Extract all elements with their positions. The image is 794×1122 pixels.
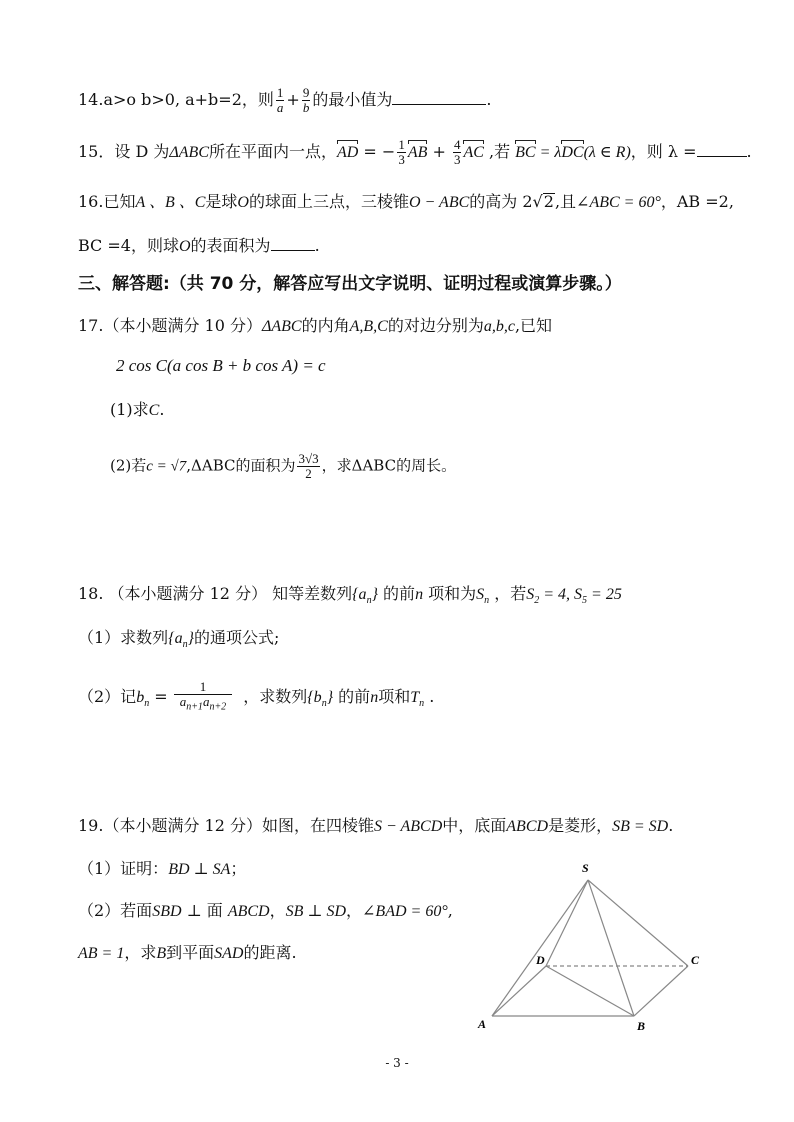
q17-desc2: 的对边分别为 (387, 316, 484, 335)
q15-vec-ad: AD (337, 144, 359, 161)
q14-answer-blank (392, 90, 486, 105)
q18-sn-s: S (476, 586, 485, 603)
q16-text-e: ,且 (554, 192, 577, 211)
q18-part1-text: （1）求数列 (78, 628, 169, 647)
q14-plus: + (286, 90, 300, 109)
edge-db (546, 966, 634, 1016)
q18-bn-eq: = (149, 686, 168, 706)
q16-points: A 、B 、C (135, 194, 206, 211)
q18-bn-b: b (136, 688, 145, 706)
question-16-line-2 (78, 236, 320, 255)
q18-part2-b: ，求数列 (238, 686, 308, 706)
q18-den-s1: n+1 (186, 701, 203, 713)
q18-bn2-close: } (326, 688, 334, 706)
edge-ad (492, 966, 546, 1016)
q19-pyramid: S − ABCD (373, 818, 443, 835)
q18-title: 18. （本小题满分 12 分） 知等差数列 (78, 584, 353, 603)
q18-condition (526, 586, 622, 607)
q18-desc2: 项和为 (423, 584, 477, 603)
q15-vec-ab: AB (407, 144, 428, 161)
q19-part2-text: （2）若面 (78, 901, 153, 920)
q18-bn2 (307, 688, 334, 709)
q18-tn-t: T (410, 688, 420, 706)
q19-text-c: 的距离. (243, 943, 297, 962)
q18-frac-den (174, 694, 233, 715)
q18-cond-sub1: 2 (534, 595, 540, 607)
q18-sn (476, 586, 490, 607)
q16-pyramid: O − ABC (408, 194, 470, 211)
q15-f1-num: 1 (398, 137, 405, 152)
q16-text-h: 的表面积为 (190, 236, 271, 255)
q15-condition: (λ ∈ R) (583, 144, 631, 161)
q17-part1-text: (1)求 (110, 400, 149, 419)
q18-an (352, 586, 378, 607)
q16-text-a: 16.已知 (78, 192, 136, 211)
q18-bn-sub: n (144, 697, 150, 709)
page-number: - 3 - (385, 1056, 409, 1070)
q15-end: . (746, 142, 752, 161)
q16-sphere-o: O (237, 194, 249, 211)
q15-vec-dc: DC (561, 144, 584, 161)
q16-text-g: BC =4，则球 (78, 236, 179, 255)
label-c: C (691, 953, 700, 967)
q18-desc3: ，若 (489, 584, 527, 603)
q16-sqrt-value: 2 (543, 192, 554, 211)
edge-sa (492, 880, 588, 1016)
q17-triangle: ΔABC (261, 318, 302, 335)
q15-triangle: ΔABC (169, 144, 209, 161)
q19-ab-eq: AB = 1 (78, 945, 125, 962)
q17-desc3: ,已知 (514, 316, 553, 335)
q18-an-sub: n (366, 595, 372, 607)
q18-n: n (415, 586, 424, 603)
q18-bn (136, 688, 150, 709)
q19-condition: SB = SD (612, 818, 669, 835)
q19-part1-text: （1）证明： (78, 859, 169, 878)
q18-part2-text: （2）记 (78, 686, 137, 706)
q18-part2-end: . (424, 686, 435, 706)
q18-part-2 (78, 680, 434, 715)
q18-cond-eq1: = 4, S (539, 586, 583, 603)
q16-sphere-o2: O (178, 238, 191, 255)
q18-den-a2: a (202, 694, 210, 709)
q15-fraction-1 (397, 138, 406, 167)
q17-part1-end: . (159, 400, 165, 419)
q14-f2-den: b (302, 100, 310, 115)
q18-cond-s: S (526, 586, 535, 603)
q18-an-open: {a (352, 586, 367, 603)
q19-base: ABCD (506, 818, 549, 835)
q15-fraction-2 (453, 138, 462, 167)
question-19-title (78, 818, 673, 835)
q16-angle: ∠ABC = 60° (576, 194, 661, 211)
q18-bn2-open: {b (307, 688, 322, 706)
q18-part2-c: 的前 (333, 686, 371, 706)
q15-if: ,若 (483, 142, 516, 161)
q16-text-c: 的球面上三点，三棱锥 (248, 192, 409, 211)
q19-part1-eq: BD ⊥ SA (168, 861, 231, 878)
q18-den-s2: n+2 (209, 701, 227, 713)
q14-f2-num: 9 (302, 85, 310, 100)
q15-f2-den: 3 (453, 152, 461, 167)
q19-text-a: ，求 (124, 943, 157, 962)
question-14 (78, 86, 491, 115)
q19-end: . (668, 816, 674, 835)
q19-desc2: 是菱形， (548, 816, 613, 835)
q15-f2-num: 4 (453, 137, 461, 152)
q15-eq: = − (358, 142, 396, 161)
q18-part-1 (78, 630, 279, 650)
q19-desc: 中，底面 (442, 816, 507, 835)
q16-text-b: 是球 (205, 192, 238, 211)
label-a: A (478, 1017, 487, 1031)
q14-end: . (486, 90, 492, 109)
q18-tn (410, 688, 425, 709)
label-b: B (637, 1019, 646, 1033)
q18-bn2-sub: n (321, 697, 327, 709)
q18-tn-sub: n (419, 697, 425, 709)
q16-sqrt: √2 (532, 192, 554, 211)
q19-perp: ⊥ 面 (181, 901, 228, 920)
q14-text: 14.a>o b>0, a+b=2， (78, 90, 258, 109)
q18-desc: 的前 (377, 584, 416, 603)
q17-area-den: 2 (297, 466, 319, 481)
q19-comma-1: ， (269, 901, 286, 920)
q19-point-b: B (156, 945, 167, 962)
q17-part2-text: (2)若 (110, 456, 147, 475)
q17-vars: A,B,C (349, 318, 388, 335)
q17-part2-area-label: ,ΔABC的面积为 (186, 456, 296, 475)
q19-angle-bad: ∠BAD = 60° (362, 903, 448, 920)
pyramid-figure (474, 858, 714, 1038)
q18-part1-end: 的通项公式; (194, 628, 280, 647)
q15-text: 15．设 D 为 (78, 142, 170, 161)
q15-vec-bc: BC (515, 144, 536, 161)
q14-f1-den: a (276, 100, 284, 115)
q19-comma-3: , (447, 901, 453, 920)
q15-eq2: = λ (535, 144, 562, 161)
q18-frac-num: 1 (199, 679, 207, 694)
q14-fraction-2 (302, 86, 311, 115)
q17-vars2: a,b,c (483, 318, 515, 335)
q15-answer-blank (697, 142, 747, 157)
q15-vec-ac: AC (463, 144, 484, 161)
q16-answer-blank (271, 236, 315, 251)
q17-part-1 (110, 402, 164, 419)
q19-part-2 (78, 903, 453, 920)
q19-part-2-line-2 (78, 945, 297, 962)
q18-cond-eq2: = 25 (587, 586, 622, 603)
q15-then: ，则 λ = (630, 142, 697, 161)
q18-fraction (174, 680, 233, 715)
q14-then: 则 (257, 90, 274, 109)
q16-text-d: 的高为 2 (469, 192, 533, 211)
q14-f1-num: 1 (276, 85, 284, 100)
q18-part2-d: 项和 (378, 686, 411, 706)
q15-plus: + (427, 142, 451, 161)
q18-an-close: } (371, 586, 378, 603)
section-3-heading: 三、解答题:（共 70 分，解答应写出文字说明、证明过程或演算步骤。） (78, 274, 622, 294)
question-15 (78, 138, 752, 167)
edge-bc (634, 966, 688, 1016)
q16-text-f: ，AB =2, (660, 192, 734, 211)
label-d: D (536, 953, 545, 967)
q17-formula: 2 cos C(a cos B + b cos A) = c (116, 356, 326, 375)
q16-end: . (314, 236, 320, 255)
q14-suffix: 的最小值为 (312, 90, 393, 109)
q17-area-num: 3√3 (298, 451, 319, 466)
q19-part-1 (78, 861, 246, 878)
label-s: S (582, 861, 589, 875)
question-18-title (78, 586, 622, 606)
q18-part1-an: $\{a_n\}$ (168, 630, 194, 651)
q18-cond-sub2: 5 (582, 595, 588, 607)
q17-part1-var: C (148, 402, 160, 419)
q19-plane-sbd: SBD (152, 903, 182, 920)
q17-part-2 (110, 452, 456, 481)
q15-f1-den: 3 (398, 152, 405, 167)
question-17-title (78, 318, 552, 335)
q19-title: 19.（本小题满分 12 分）如图，在四棱锥 (78, 816, 374, 835)
q17-part2-end: ，求ΔABC的周长。 (321, 456, 457, 475)
q15-mid: 所在平面内一点， (208, 142, 337, 161)
q17-area-fraction (297, 452, 319, 481)
q19-text-b: 到平面 (166, 943, 215, 962)
q17-title: 17.（本小题满分 10 分） (78, 316, 262, 335)
q14-fraction-1 (276, 86, 285, 115)
edge-sd (546, 880, 588, 966)
q18-den-a1: a (179, 694, 187, 709)
q19-comma-2: ， (346, 901, 363, 920)
q19-sb-perp-sd: SB ⊥ SD (285, 903, 346, 920)
q17-desc: 的内角 (301, 316, 350, 335)
q18-sn-sub: n (484, 595, 490, 607)
question-16-line-1 (78, 193, 734, 211)
q17-part2-c: c = √7 (146, 458, 187, 475)
q18-part2-n: n (370, 688, 379, 706)
q19-plane-sad: SAD (214, 945, 244, 962)
q19-part1-end: ； (230, 859, 247, 878)
q19-plane-abcd: ABCD (227, 903, 270, 920)
